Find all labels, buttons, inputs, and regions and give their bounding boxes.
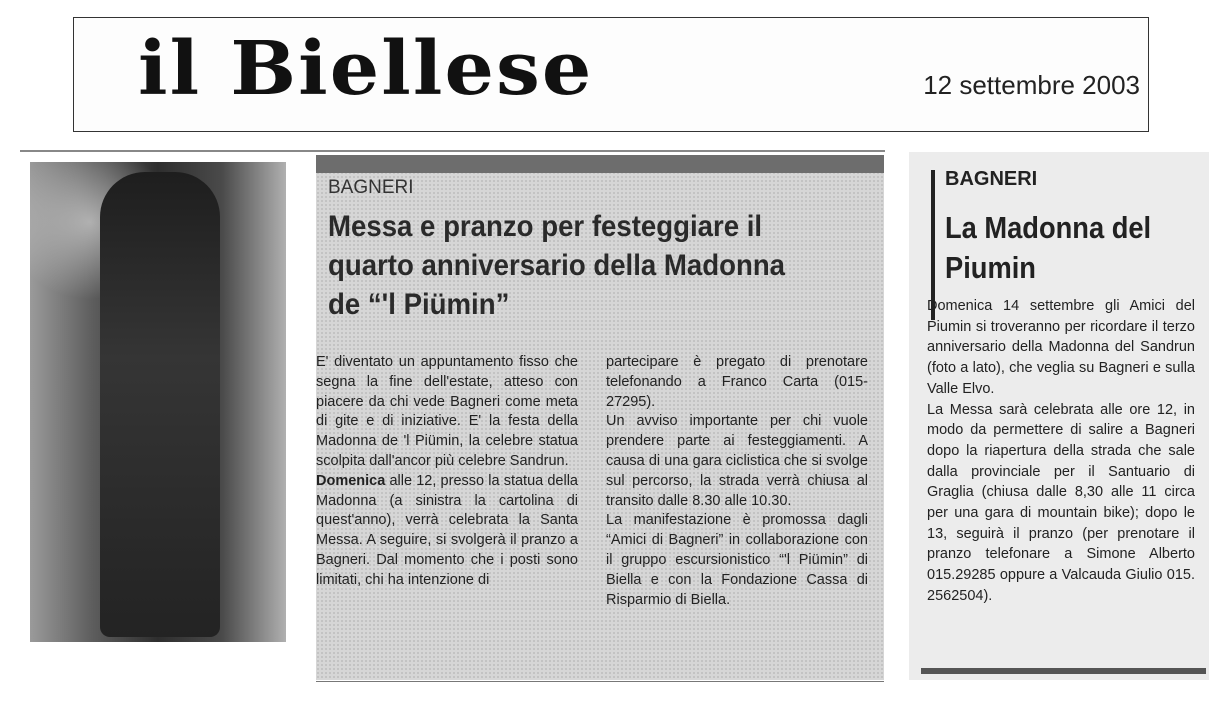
article-column-1: [316, 353, 578, 591]
top-divider: [20, 150, 885, 152]
side-bottom-rule: [921, 668, 1206, 674]
side-kicker: BAGNERI: [945, 168, 1038, 190]
paragraph: partecipare è pregato di prenotare telefonando a Franco Carta (015-27295).: [606, 354, 868, 410]
side-body: [927, 296, 1195, 607]
paragraph: Domenica 14 settembre gli Amici del Piumin si troveranno per ricordare il terzo anniversario della Madonna del Sandrun (foto a lato), che veglia su Bagneri e sulla Valle Elvo.: [927, 298, 1195, 397]
paragraph: [316, 472, 578, 591]
masthead: [73, 17, 1149, 132]
issue-date: 12 settembre 2003: [923, 70, 1140, 100]
article-header-band: [316, 155, 884, 173]
side-title: La Madonna del Piumin: [945, 210, 1152, 285]
paragraph-text: alle 12, presso la statua della Madonna (a sinistra la cartolina di quest'anno), verrà celebrata la Santa Messa. A seguire, si svolgerà il pranzo a Bagneri. Dal momento che i posti sono limitati, chi ha intenzione di: [316, 472, 578, 588]
newspaper-name: il Biellese: [138, 26, 594, 112]
statue-silhouette: [100, 172, 220, 637]
bottom-divider: [316, 681, 884, 682]
main-article: [316, 155, 884, 680]
side-article: [909, 152, 1209, 680]
article-column-2: [606, 353, 868, 610]
paragraph-lead: Domenica: [316, 472, 386, 489]
article-kicker: BAGNERI: [328, 177, 414, 198]
paragraph: E' diventato un appuntamento fisso che segna la fine dell'estate, atteso con piacere da chi vede Bagneri come meta di gite e di iniziative. E' la festa della Madonna de 'l Piümin, la celebre statua scolpita dall'ancor più celebre Sandrun.: [316, 354, 578, 469]
paragraph: La manifestazione è promossa dagli “Amici di Bagneri” in collaborazione con il gruppo escursionistico “'l Piümin” di Biella e con la Fondazione Cassa di Risparmio di Biella.: [606, 512, 868, 608]
article-headline: Messa e pranzo per festeggiare il quarto anniversario della Madonna de “'l Piümin”: [328, 210, 786, 321]
paragraph: La Messa sarà celebrata alle ore 12, in modo da permettere di salire a Bagneri dopo la riapertura della strada che sale dalla provinciale per il Santuario di Graglia (chiusa dalle 8,30 alle 11 circa per una gara di mountain bike); dopo le 13, seguirà il pranzo (per prenotare il pranzo telefonare a Simone Alberto 015.29285 oppure a Valcauda Giulio 015. 2562504).: [927, 401, 1195, 604]
madonna-statue-photo: [30, 162, 286, 642]
paragraph: Un avviso importante per chi vuole prendere parte ai festeggiamenti. A causa di una gara ciclistica che si svolge sul percorso, la strada verrà chiusa al transito dalle 8.30 alle 10.30.: [606, 413, 868, 509]
